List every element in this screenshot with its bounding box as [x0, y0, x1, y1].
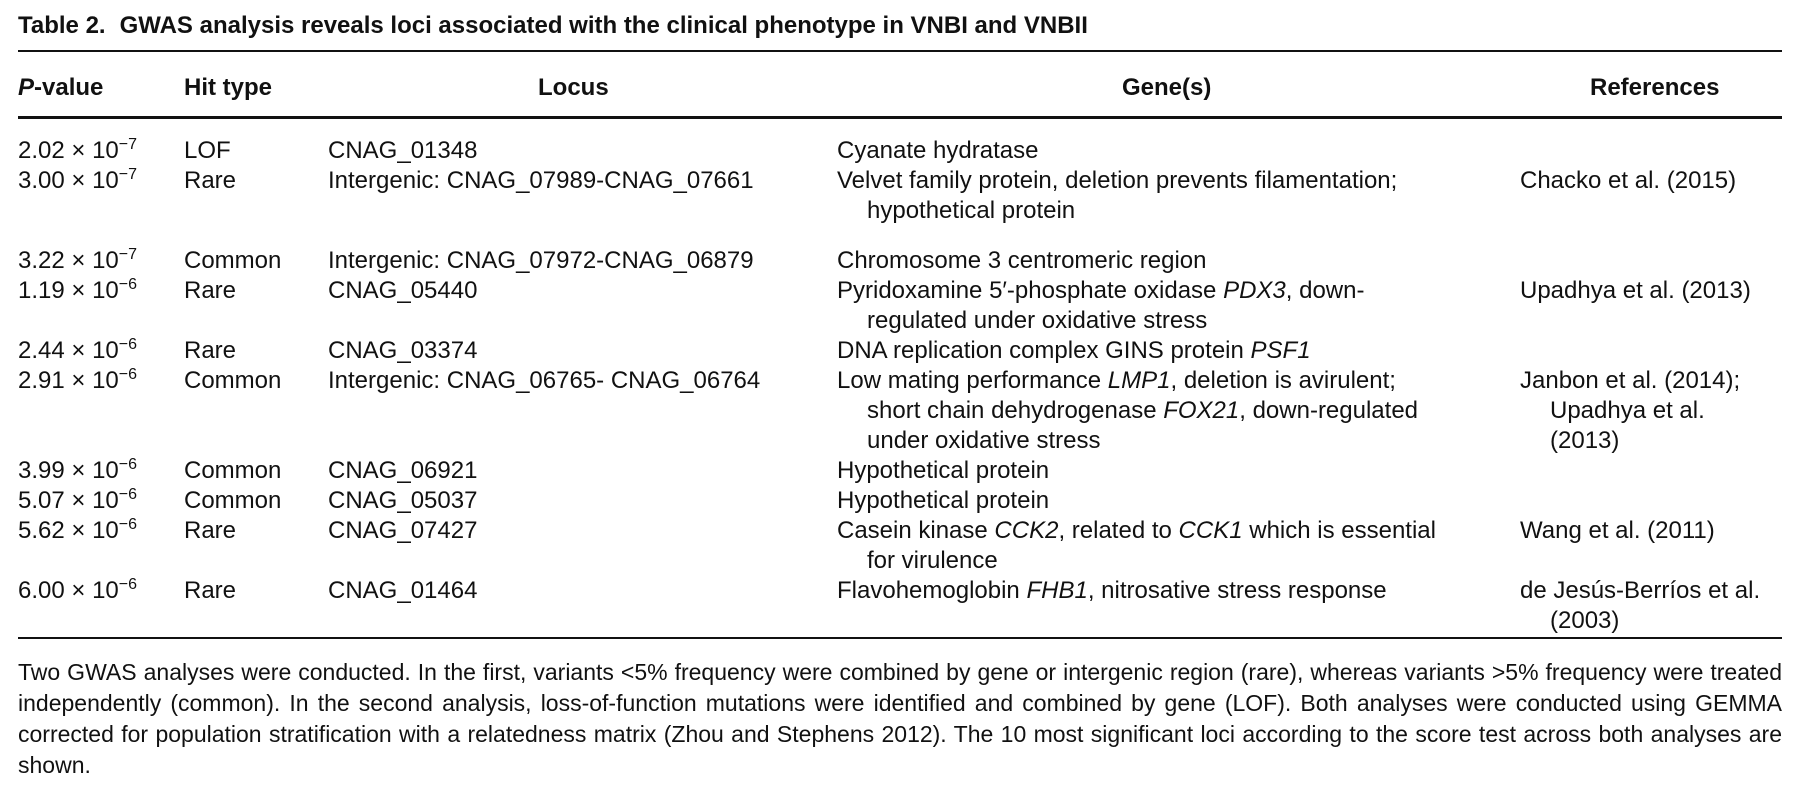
- reference-cell: (2013): [1550, 427, 1620, 454]
- gene-cell: Pyridoxamine 5′-phosphate oxidase PDX3, down-: [837, 277, 1365, 304]
- locus-cell: Intergenic: CNAG_07989-CNAG_07661: [328, 167, 754, 194]
- gene-cell: for virulence: [867, 547, 998, 574]
- gene-cell: regulated under oxidative stress: [867, 307, 1208, 334]
- p-value-base: 2.44 × 10: [18, 337, 119, 364]
- p-value-base: 5.62 × 10: [18, 517, 119, 544]
- gene-cell: Chromosome 3 centromeric region: [837, 247, 1207, 274]
- p-value-base: 3.22 × 10: [18, 247, 119, 274]
- locus-cell: Intergenic: CNAG_07972-CNAG_06879: [328, 247, 754, 274]
- table-footnote: Two GWAS analyses were conducted. In the first, variants <5% frequency were combined by gene or intergenic region (rare), whereas variants >5% frequency were treated independently (common). In the second analysis, loss-of-function mutations were identified and combined by gene (LOF). Both analyses were conducted using GEMMA corrected for population stratification with a relatedness matrix (Zhou and Stephens 2012). The 10 most significant loci according to the score test across both analyses are shown.: [18, 659, 1782, 778]
- hit-type-cell: Rare: [184, 517, 237, 544]
- top-rule: [18, 50, 1782, 52]
- p-value-cell: [18, 166, 137, 196]
- p-value-cell: [18, 246, 137, 276]
- p-value-base: 3.99 × 10: [18, 457, 119, 484]
- p-value-cell: [18, 486, 137, 516]
- bottom-rule: [18, 637, 1782, 639]
- gene-cell: Cyanate hydratase: [837, 137, 1039, 164]
- reference-cell: (2003): [1550, 607, 1620, 634]
- header-locus: Locus: [538, 74, 609, 101]
- reference-cell: Upadhya et al. (2013): [1520, 277, 1751, 304]
- p-value-base: 2.02 × 10: [18, 137, 119, 164]
- p-value-exponent: −6: [118, 336, 138, 353]
- table-caption: GWAS analysis reveals loci associated with the clinical phenotype in VNBI and VNBII: [119, 12, 1088, 39]
- gene-cell: short chain dehydrogenase FOX21, down-regulated: [867, 397, 1419, 424]
- hit-type-cell: Rare: [184, 577, 237, 604]
- gene-cell: DNA replication complex GINS protein PSF1: [837, 337, 1311, 364]
- p-value-exponent: −6: [118, 366, 138, 383]
- header-rule: [18, 116, 1782, 119]
- gene-cell: Casein kinase CCK2, related to CCK1 which is essential: [837, 517, 1436, 544]
- p-value-base: 3.00 × 10: [18, 167, 119, 194]
- reference-cell: Upadhya et al.: [1550, 397, 1705, 424]
- p-value-exponent: −7: [118, 136, 138, 153]
- hit-type-cell: Common: [184, 457, 282, 484]
- p-value-base: 5.07 × 10: [18, 487, 119, 514]
- p-value-exponent: −6: [118, 516, 138, 533]
- reference-cell: Chacko et al. (2015): [1520, 167, 1737, 194]
- gene-cell: Flavohemoglobin FHB1, nitrosative stress response: [837, 577, 1387, 604]
- p-value-base: 2.91 × 10: [18, 367, 119, 394]
- p-value-base: 1.19 × 10: [18, 277, 119, 304]
- table-title: [18, 12, 1782, 40]
- header-hit-type: Hit type: [184, 74, 273, 101]
- p-value-exponent: −6: [118, 456, 138, 473]
- locus-cell: CNAG_06921: [328, 457, 478, 484]
- p-value-base: 6.00 × 10: [18, 577, 119, 604]
- gene-cell: Hypothetical protein: [837, 487, 1050, 514]
- gene-cell: hypothetical protein: [867, 197, 1076, 224]
- hit-type-cell: Common: [184, 487, 282, 514]
- p-value-cell: [18, 366, 137, 396]
- gene-cell: Hypothetical protein: [837, 457, 1050, 484]
- hit-type-cell: Rare: [184, 277, 237, 304]
- p-value-cell: [18, 136, 137, 166]
- locus-cell: CNAG_01348: [328, 137, 478, 164]
- reference-cell: Janbon et al. (2014);: [1520, 367, 1741, 394]
- p-value-cell: [18, 276, 137, 306]
- p-value-exponent: −7: [118, 246, 138, 263]
- hit-type-cell: Rare: [184, 337, 237, 364]
- gene-cell: under oxidative stress: [867, 427, 1101, 454]
- locus-cell: CNAG_05440: [328, 277, 478, 304]
- gene-cell: Velvet family protein, deletion prevents filamentation;: [837, 167, 1398, 194]
- p-value-cell: [18, 456, 137, 486]
- reference-cell: Wang et al. (2011): [1520, 517, 1715, 544]
- locus-cell: CNAG_01464: [328, 577, 478, 604]
- reference-cell: de Jesús-Berríos et al.: [1520, 577, 1761, 604]
- hit-type-cell: Common: [184, 367, 282, 394]
- gene-cell: Low mating performance LMP1, deletion is avirulent;: [837, 367, 1396, 394]
- p-value-cell: [18, 336, 137, 366]
- p-value-exponent: −7: [118, 166, 138, 183]
- locus-cell: Intergenic: CNAG_06765- CNAG_06764: [328, 367, 761, 394]
- header-references: References: [1590, 74, 1720, 101]
- locus-cell: CNAG_05037: [328, 487, 478, 514]
- header-p-value: P-value: [18, 74, 104, 101]
- hit-type-cell: LOF: [184, 137, 231, 164]
- p-value-cell: [18, 516, 137, 546]
- p-value-exponent: −6: [118, 576, 138, 593]
- header-genes: Gene(s): [1122, 74, 1212, 101]
- hit-type-cell: Rare: [184, 167, 237, 194]
- p-value-exponent: −6: [118, 486, 138, 503]
- locus-cell: CNAG_03374: [328, 337, 478, 364]
- locus-cell: CNAG_07427: [328, 517, 478, 544]
- hit-type-cell: Common: [184, 247, 282, 274]
- p-value-cell: [18, 576, 137, 606]
- p-value-exponent: −6: [118, 276, 138, 293]
- table-label: Table 2.: [18, 12, 106, 39]
